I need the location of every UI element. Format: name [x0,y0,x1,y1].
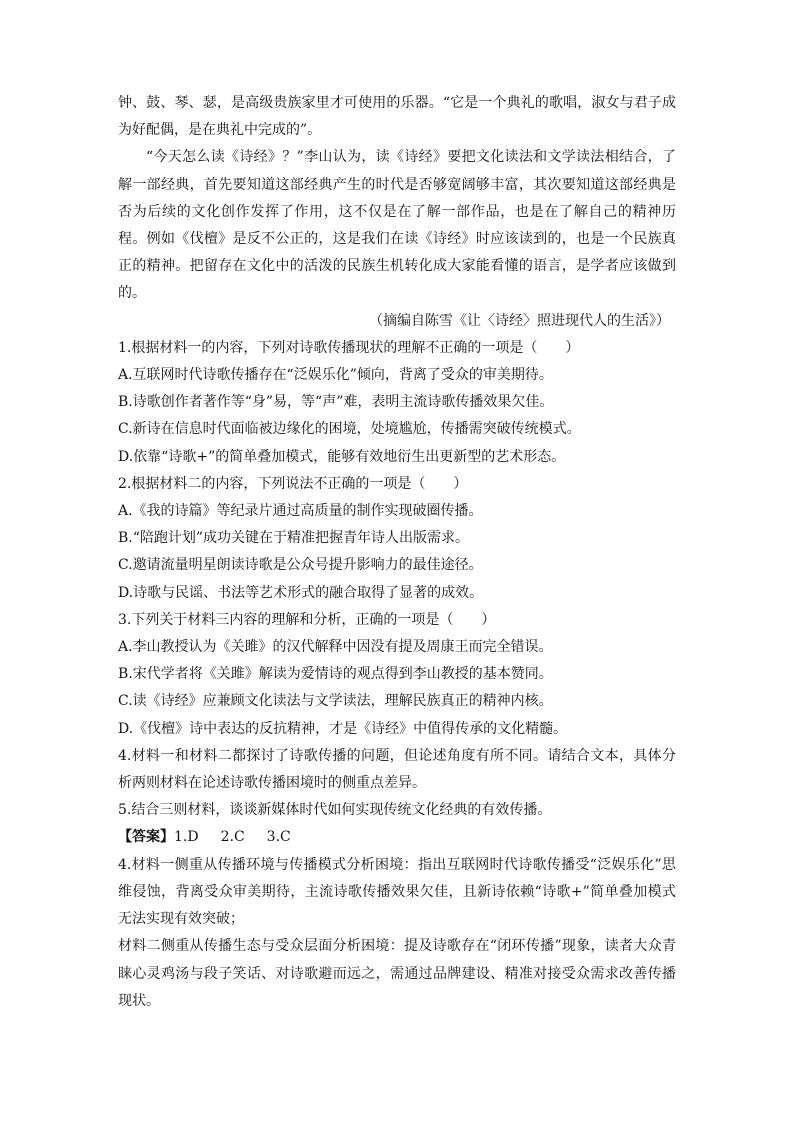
question-5: 5.结合三则材料，谈谈新媒体时代如何实现传统文化经典的有效传播。 [118,802,552,819]
passage-source: （摘编自陈雪《让〈诗经〉照进现代人的生活》） [369,312,670,329]
question-1 [118,335,676,471]
answer-1: 1.D [174,829,199,846]
option-c: C.邀请流量明星朗读诗歌是公众号提升影响力的最佳途径。 [118,557,483,574]
passage-paragraph-2: “今天怎么读《诗经》？”李山认为，读《诗经》要把文化读法和文学读法相结合，了解一部经典，首先要知道这部经典产生的时代是否够宽阔够丰富，其次要知道这部经典是否为后续的文化创作发挥了作用，这不仅是在了解一部作品，也是在了解自己的精神历程。例如《伐檀》是反不公正的，这是我们在读《诗经》时应该读到的，也是一个民族真正的精神。把留存在文化中的活泼的民族生机转化成大家能看懂的语言，是学者应该做到的。 [118,149,676,302]
option-c: C.新诗在信息时代面临被边缘化的困境，处境尴尬，传播需突破传统模式。 [118,421,581,438]
question-3 [118,607,676,743]
answer-line [118,824,676,851]
option-b: B.宋代学者将《关雎》解读为爱情诗的观点得到李山教授的基本赞同。 [118,666,553,683]
option-d: D.诗歌与民谣、书法等艺术形式的融合取得了显著的成效。 [118,584,484,601]
option-d: D.依靠“诗歌+”的简单叠加模式，能够有效地衍生出更新型的艺术形态。 [118,448,566,465]
answer-explanation-1: 4.材料一侧重从传播环境与传播模式分析困境：指出互联网时代诗歌传播受“泛娱乐化”思维侵蚀，背离受众审美期待，主流诗歌传播效果欠佳，且新诗依赖“诗歌+”简单叠加模式无法实现有效突破； [118,856,676,928]
answer-explanation-2: 材料二侧重从传播生态与受众层面分析困境：提及诗歌存在“闭环传播”现象，读者大众青睐心灵鸡汤与段子笑话、对诗歌避而远之，需通过品牌建设、精准对接受众需求改善传播现状。 [118,938,676,1009]
option-c: C.读《诗经》应兼顾文化读法与文学读法，理解民族真正的精神内核。 [118,693,553,710]
document-page [118,90,676,1015]
answer-2: 2.C [220,829,245,846]
question-stem: 2.根据材料二的内容，下列说法不正确的一项是（ ） [118,475,468,492]
option-a: A.李山教授认为《关雎》的汉代解释中因没有提及周康王而完全错误。 [118,639,553,656]
question-4: 4.材料一和材料二都探讨了诗歌传播的问题，但论述角度有所不同。请结合文本，具体分析两则材料在论述诗歌传播困境时的侧重点差异。 [118,747,676,792]
passage-paragraph-1: 钟、鼓、琴、瑟，是高级贵族家里才可使用的乐器。“它是一个典礼的歌唱，淑女与君子成为好配偶，是在典礼中完成的”。 [118,95,676,139]
option-d: D.《伐檀》诗中表达的反抗精神，才是《诗经》中值得传承的文化精髓。 [118,720,568,737]
question-stem: 1.根据材料一的内容，下列对诗歌传播现状的理解不正确的一项是（ ） [118,339,580,356]
option-b: B.诗歌创作者著作等“身”易，等“声”难，表明主流诗歌传播效果欠佳。 [118,394,554,411]
answer-3: 3.C [266,829,291,846]
option-b: B.“陪跑计划”成功关键在于精准把握青年诗人出版需求。 [118,530,470,547]
option-a: A.《我的诗篇》等纪录片通过高质量的制作实现破圈传播。 [118,503,483,520]
answer-label: 【答案】 [118,829,174,846]
question-stem: 3.下列关于材料三内容的理解和分析，正确的一项是（ ） [118,611,496,628]
option-a: A.互联网时代诗歌传播存在“泛娱乐化”倾向，背离了受众的审美期待。 [118,367,553,384]
question-2 [118,471,676,607]
